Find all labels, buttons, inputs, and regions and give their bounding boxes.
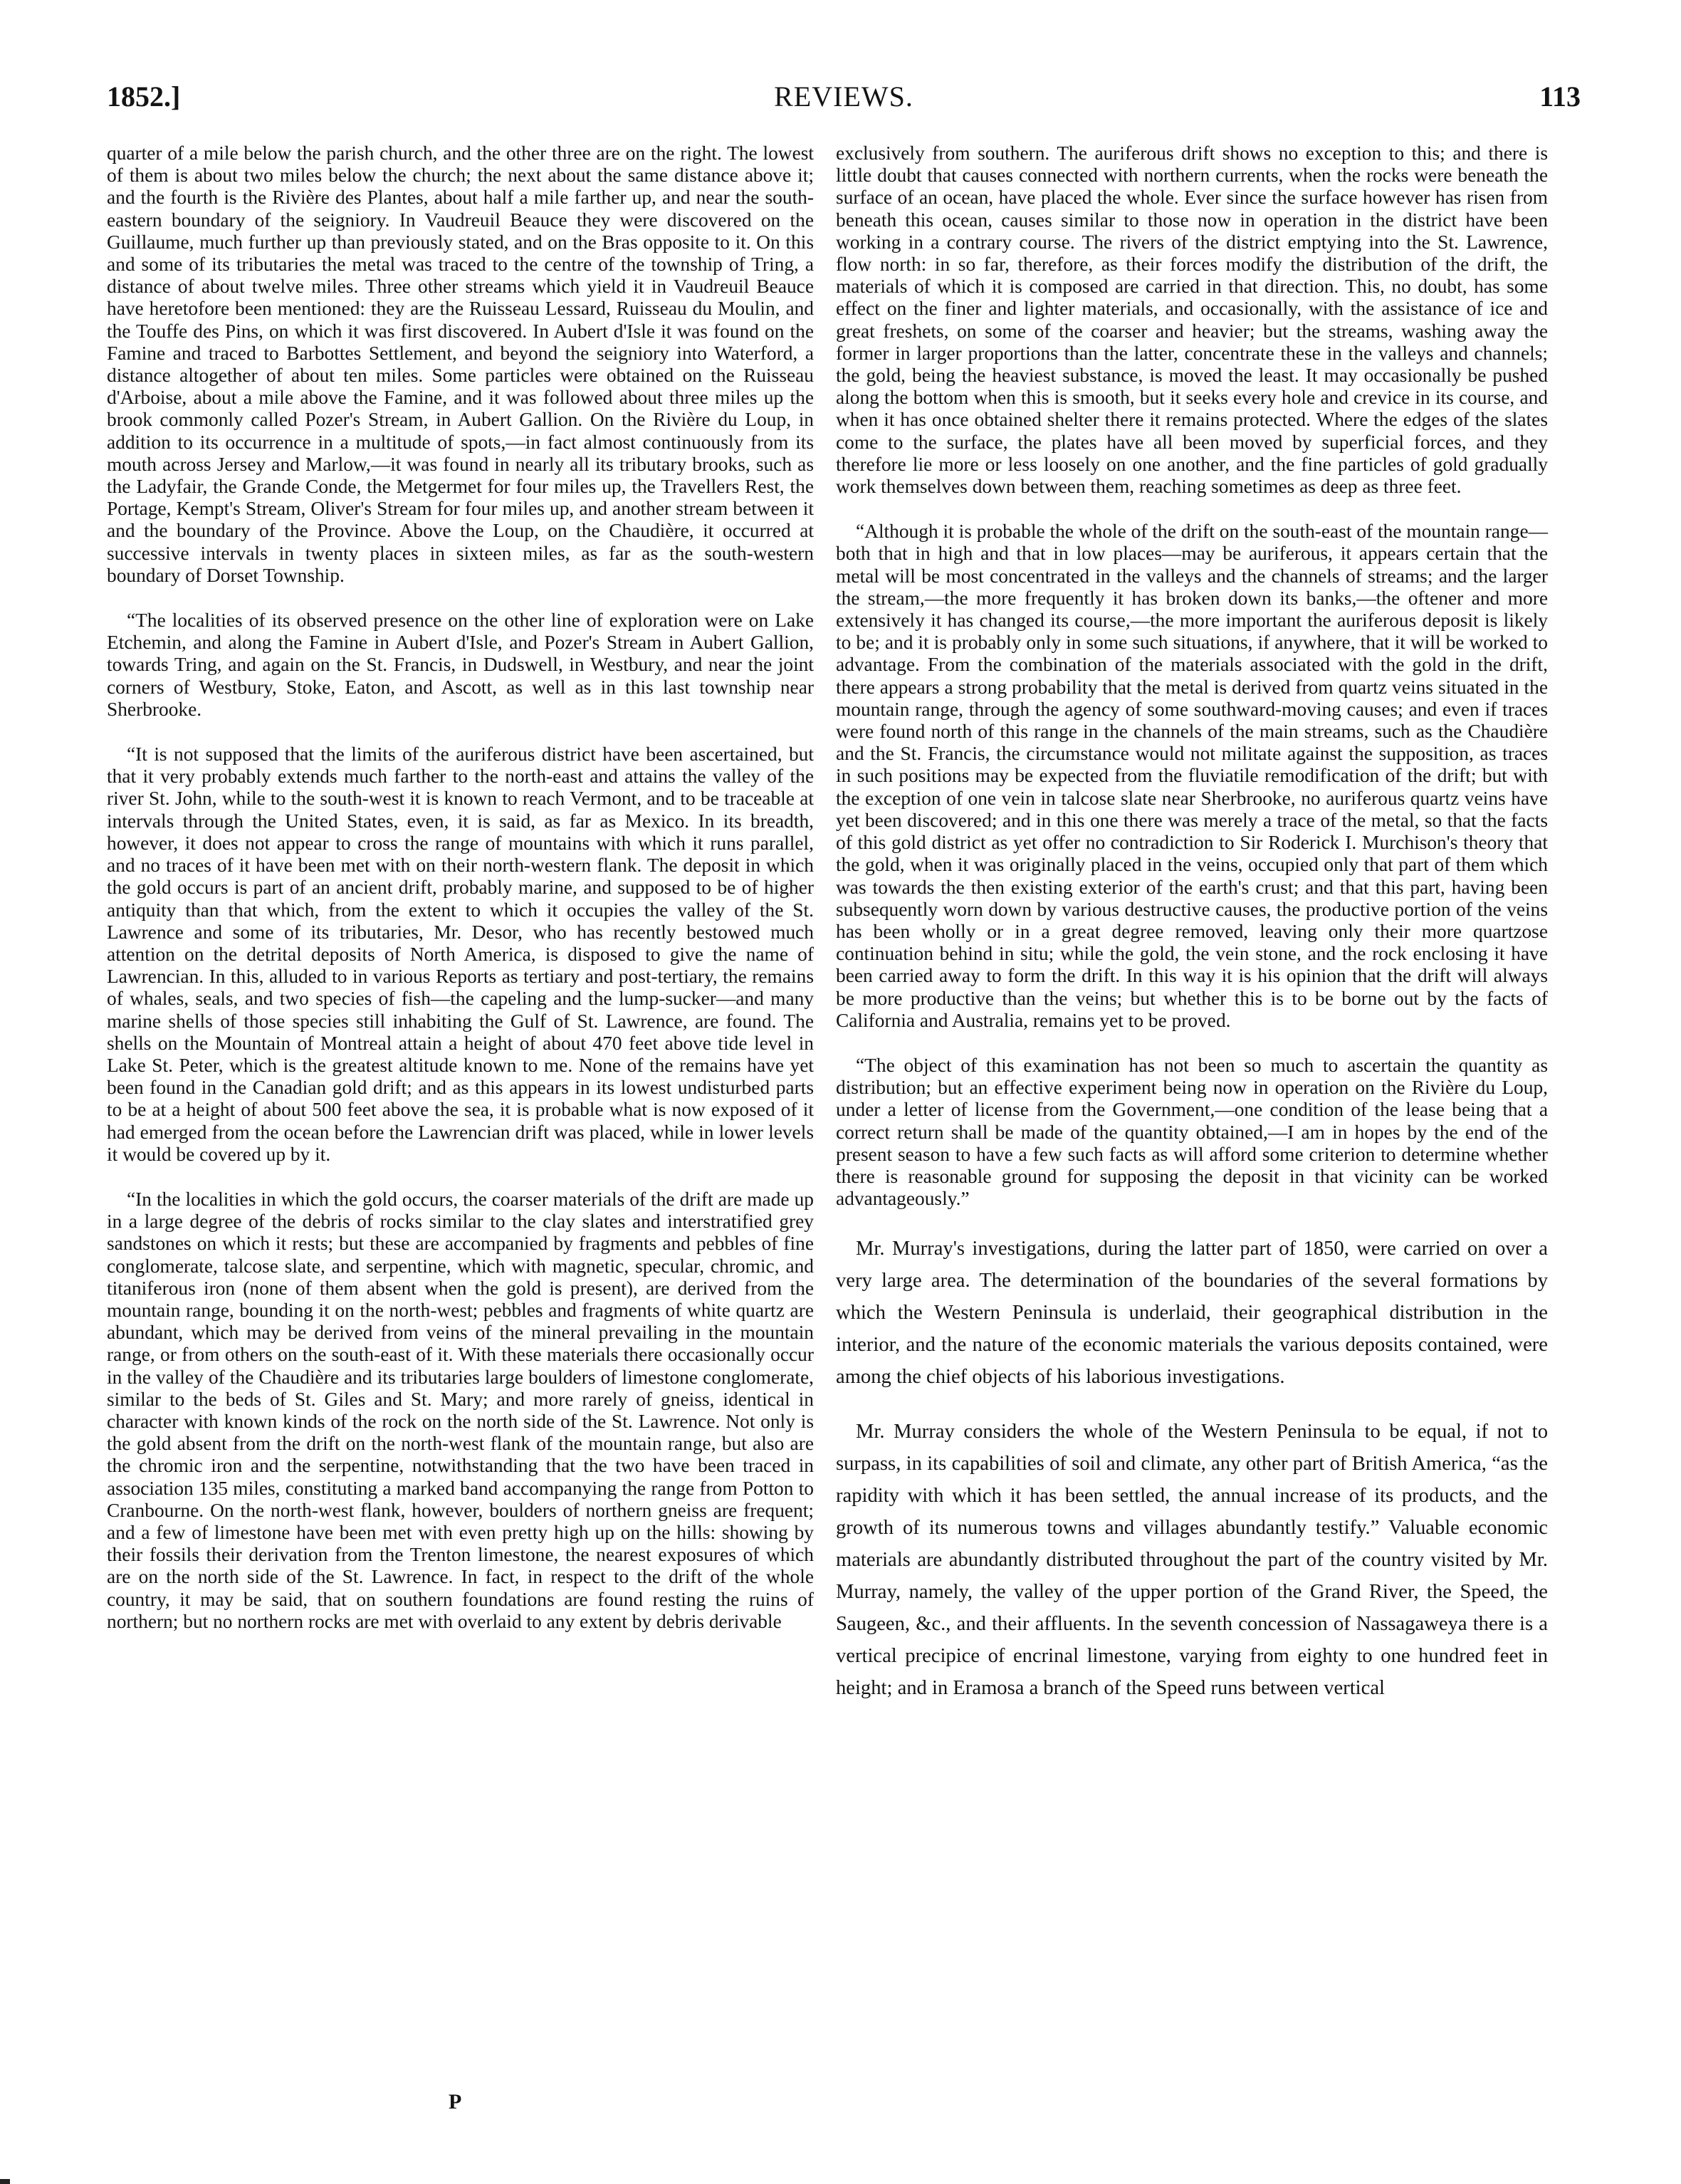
page-number: 113 [1539, 80, 1581, 113]
paragraph: “Although it is probable the whole of the drift on the south-east of the mountain range—both that in high and that in low places—may be auriferous, it appears certain that the metal will be most concentrated in the valleys and the channels of streams; and the larger the stream,—the more frequently it has broken down its banks,—the oftener and more extensively it has changed its course,—the more important the auriferous deposit is likely to be; and it is probably only in some such situations, if anywhere, that it will be worked to advantage. From the combination of the materials associated with the gold in the drift, there appears a strong probability that the metal is derived from quartz veins situated in the mountain range, through the agency of some southward-moving causes; and even if traces were found north of this range in the channels of the main streams, such as the Chaudière and the St. Francis, the circumstance would not militate against the supposition, as traces in such positions may be expected from the fluviatile remodification of the drift; but with the exception of one vein in talcose slate near Sherbrooke, no auriferous quartz veins have yet been discovered; and in this one there was merely a trace of the metal, so that the facts of this gold district as yet offer no contradiction to Sir Roderick I. Murchison's theory that the gold, when it was originally placed in the veins, occupied only that part of them which was towards the then existing exterior of the earth's crust; and that this part, having been subsequently worn down by various destructive causes, the productive portion of the veins has been wholly or in a great degree removed, leaving only their more quartzose continuation behind in situ; while the gold, the vein stone, and the rock enclosing it have been carried away to form the drift. In this way it is his opinion that the drift will always be more productive than the veins; but whether this is to be borne out by the facts of California and Australia, remains yet to be proved. [836, 521, 1548, 1031]
running-header [107, 80, 1581, 122]
paragraph: “The localities of its observed presence on the other line of exploration were on Lake Etchemin, and along the Famine in Aubert d'Isle, and Pozer's Stream in Aubert Gallion, towards Tring, and again on the St. Francis, in Dudswell, in Westbury, and near the joint corners of Westbury, Stoke, Eaton, and Ascott, as well as in this last township near Sherbrooke. [107, 610, 814, 720]
header-title: REVIEWS. [774, 80, 913, 113]
paragraph: “It is not supposed that the limits of the auriferous district have been ascertained, but that it very probably extends much farther to the north-east and attains the valley of the river St. John, while to the south-west it is known to reach Vermont, and to be traceable at intervals through the United States, even, it is said, as far as Mexico. In its breadth, however, it does not appear to cross the range of mountains with which it runs parallel, and no traces of it have been met with on their north-western flank. The deposit in which the gold occurs is part of an ancient drift, probably marine, and supposed to be of higher antiquity than that which, from the extent to which it occupies the valley of the St. Lawrence and some of its tributaries, Mr. Desor, who has recently bestowed much attention on the detrital deposits of North America, is disposed to give the name of Lawrencian. In this, alluded to in various Reports as tertiary and post-tertiary, the remains of whales, seals, and two species of fish—the capeling and the lump-sucker—and many marine shells of those species still inhabiting the Gulf of St. Lawrence, are found. The shells on the Mountain of Montreal attain a height of about 470 feet above tide level in Lake St. Peter, which is the greatest altitude known to me. None of the remains have yet been found in the Canadian gold drift; and as this appears in its lowest undisturbed parts to be at a height of about 500 feet above the sea, it is probable what is now exposed of it had emerged from the ocean before the Lawrencian drift was placed, while in lower levels it would be covered up by it. [107, 743, 814, 1165]
paragraph: “The object of this examination has not been so much to ascertain the quantity as distribution; but an effective experiment being now in operation on the Rivière du Loup, under a letter of license from the Government,—one condition of the lease being that a correct return shall be made of the quantity obtained,—I am in hopes by the end of the present season to have a few such facts as will afford some criterion to determine whether there is reasonable ground for supposing the deposit in that vicinity can be worked advantageously.” [836, 1054, 1548, 1210]
paragraph: Mr. Murray's investigations, during the latter part of 1850, were carried on over a very large area. The determination of the boundaries of the several formations by which the Western Peninsula is underlaid, their geographical distribution in the interior, and the nature of the economic materials the various deposits contained, were among the chief objects of his laborious investigations. [836, 1238, 1548, 1389]
scan-edge-mark [0, 2179, 10, 2184]
signature-mark: P [449, 2090, 462, 2114]
paragraph: quarter of a mile below the parish church, and the other three are on the right. The lowest of them is about two miles below the church; the next about the same distance above it; and the fourth is the Rivière des Plantes, about half a mile farther up, and near the south-eastern boundary of the seigniory. In Vaudreuil Beauce they were discovered on the Guillaume, much further up than previously stated, and on the Bras opposite to it. On this and some of its tributaries the metal was traced to the centre of the township of Tring, a distance of about twelve miles. Three other streams which yield it in Vaudreuil Beauce have heretofore been mentioned: they are the Ruisseau Lessard, Ruisseau du Moulin, and the Touffe des Pins, on which it was first discovered. In Aubert d'Isle it was found on the Famine and traced to Barbottes Settlement, and beyond the seigniory into Waterford, a distance altogether of about ten miles. Some particles were obtained on the Ruisseau d'Arboise, about a mile above the Famine, and it was followed about three miles up the brook commonly called Pozer's Stream, in Aubert Gallion. On the Rivière du Loup, in addition to its occurrence in a multitude of spots,—in fact almost continuously from its mouth across Jersey and Marlow,—it was found in nearly all its tributary brooks, such as the Ladyfair, the Grande Conde, the Metgermet for four miles up, the Travellers Rest, the Portage, Kempt's Stream, Oliver's Stream for four miles up, and another stream between it and the boundary of the Province. Above the Loup, on the Chaudière, it occurred at successive intervals in twenty places in sixteen miles, as far as the south-western boundary of Dorset Township. [107, 142, 814, 586]
paragraph: exclusively from southern. The auriferous drift shows no exception to this; and there is little doubt that causes connected with northern currents, when the rocks were beneath the surface of an ocean, have placed the whole. Ever since the surface however has risen from beneath this ocean, causes similar to those now in operation in the district have been working in a contrary course. The rivers of the district emptying into the St. Lawrence, flow north: in so far, therefore, as their forces modify the distribution of the drift, the materials of which it is composed are carried in that direction. This, no doubt, has some effect on the finer and lighter materials, and occasionally, with the assistance of ice and great freshets, on some of the coarser and heavier; but the streams, washing away the former in larger proportions than the latter, concentrate these in the valleys and channels; the gold, being the heaviest substance, is moved the least. It may occasionally be pushed along the bottom when this is smooth, but it seeks every hole and crevice in its course, and when it has once obtained shelter there it remains protected. Where the edges of the slates come to the surface, the plates have all been moved by superficial forces, and they therefore lie more or less loosely on one another, and the fine particles of gold gradually work themselves down between them, reaching sometimes as deep as three feet. [836, 142, 1548, 498]
right-column [836, 142, 1548, 1704]
paragraph: “In the localities in which the gold occurs, the coarser materials of the drift are made up in a large degree of the debris of rocks similar to the clay slates and interstratified grey sandstones on which it rests; but these are accompanied by fragments and pebbles of fine conglomerate, talcose slate, and serpentine, which with magnetic, specular, chromic, and titaniferous iron (none of them absent when the gold is present), are derived from the mountain range, bounding it on the north-west; pebbles and fragments of white quartz are abundant, which may be derived from veins of the mineral prevailing in the mountain range, or from others on the south-east of it. With these materials there occasionally occur in the valley of the Chaudière and its tributaries large boulders of limestone conglomerate, similar to the beds of St. Giles and St. Mary; and more rarely of gneiss, identical in character with known kinds of the rock on the north side of the St. Lawrence. Not only is the gold absent from the drift on the north-west flank of the mountain range, but also are the chromic iron and the serpentine, notwithstanding that the two have been traced in association 135 miles, constituting a marked band accompanying the range from Potton to Cranbourne. On the north-west flank, however, boulders of northern gneiss are frequent; and a few of limestone have been met with even pretty high up on the hills: showing by their fossils their derivation from the Trenton limestone, the nearest exposures of which are on the north side of the St. Lawrence. In fact, in respect to the drift of the whole country, it may be said, that on southern foundations are found resting the ruins of northern; but no northern rocks are met with overlaid to any extent by debris derivable [107, 1188, 814, 1632]
paragraph: Mr. Murray considers the whole of the Western Peninsula to be equal, if not to surpass, in its capabilities of soil and climate, any other part of British America, “as the rapidity with which it has been settled, the annual increase of its products, and the growth of its numerous towns and villages abundantly testify.” Valuable economic materials are abundantly distributed throughout the part of the country visited by Mr. Murray, namely, the valley of the upper portion of the Grand River, the Speed, the Saugeen, &c., and their affluents. In the seventh concession of Nassagaweya there is a vertical precipice of encrinal limestone, varying from eighty to one hundred feet in height; and in Eramosa a branch of the Speed runs between vertical [836, 1421, 1548, 1700]
left-column [107, 142, 814, 1633]
header-year: 1852.] [107, 80, 181, 113]
